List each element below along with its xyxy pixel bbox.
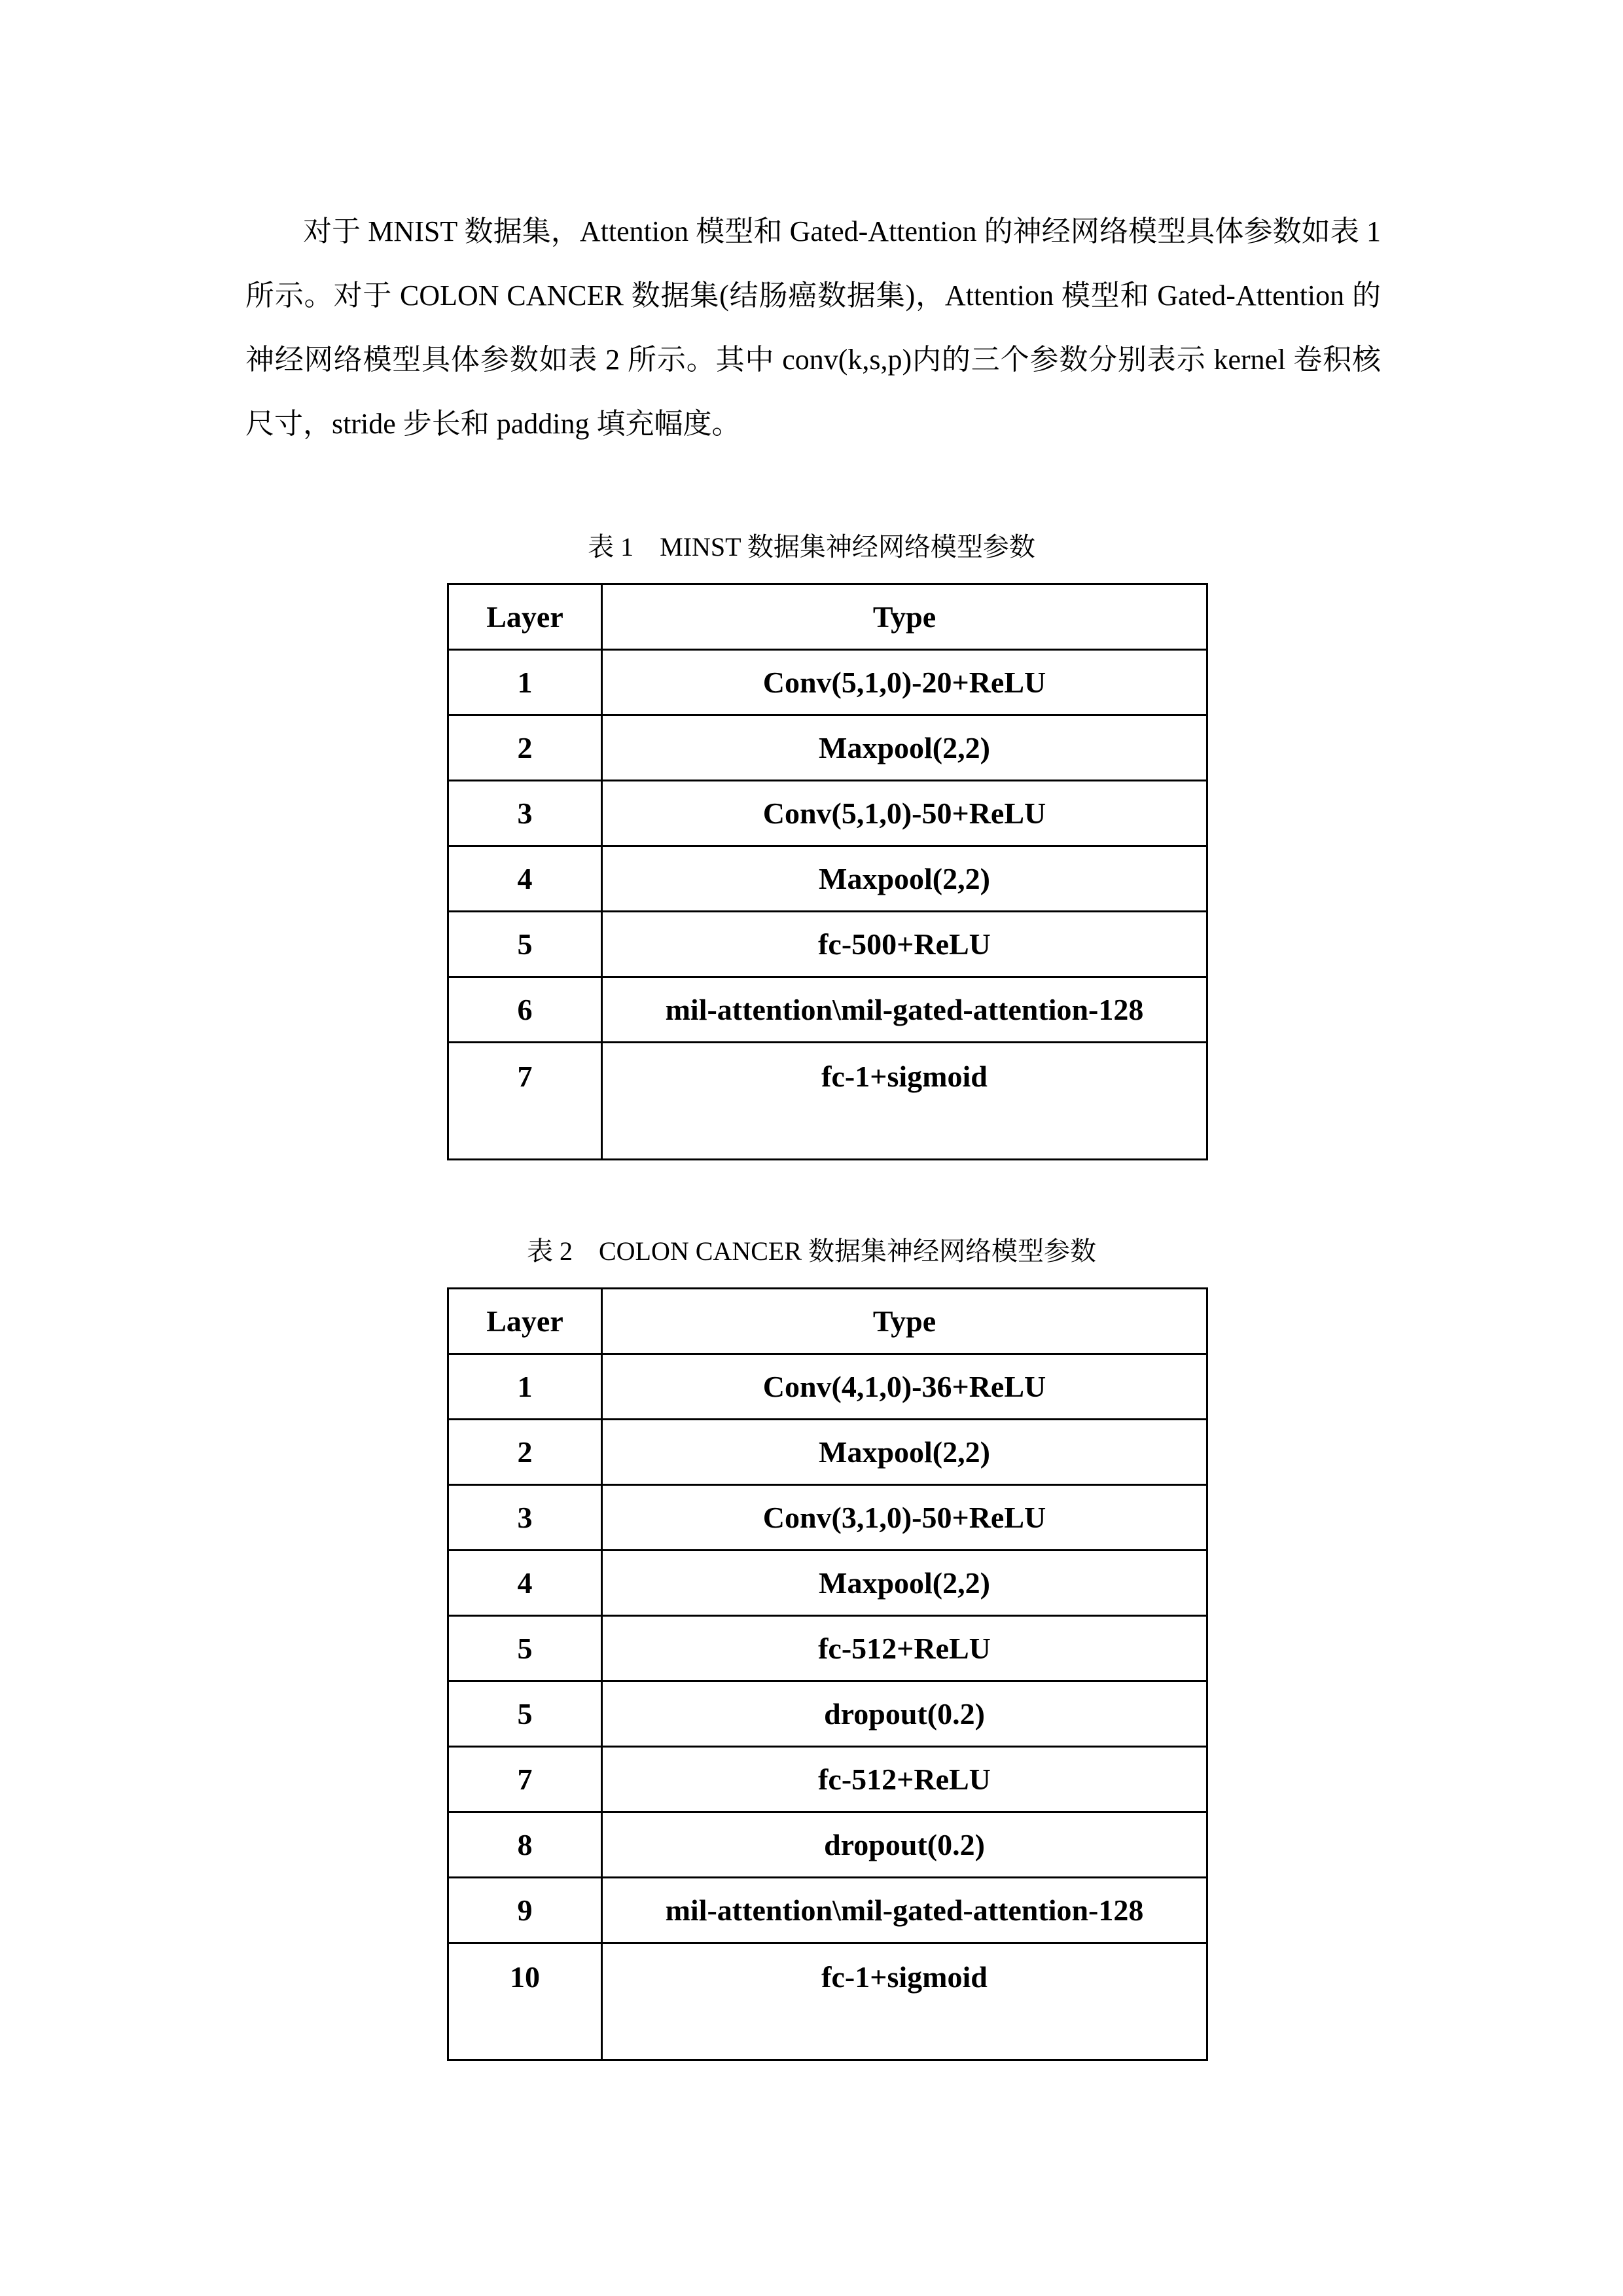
type-cell: fc-512+ReLU — [602, 1747, 1207, 1812]
table-row — [448, 1681, 1207, 1747]
table-header-row — [448, 1289, 1207, 1354]
layer-column-header: Layer — [448, 1289, 602, 1354]
table-row — [448, 1043, 1207, 1160]
type-cell: mil-attention\mil-gated-attention-128 — [602, 1878, 1207, 1943]
layer-cell: 2 — [448, 1420, 602, 1485]
layer-cell: 7 — [448, 1747, 602, 1812]
table2-caption: 表 2 COLON CANCER 数据集神经网络模型参数 — [526, 1236, 1097, 1266]
layer-cell: 7 — [448, 1043, 602, 1160]
type-cell: fc-1+sigmoid — [602, 1043, 1207, 1160]
table-row — [448, 650, 1207, 715]
table1-caption: 表 1 MINST 数据集神经网络模型参数 — [588, 532, 1035, 562]
type-cell: fc-1+sigmoid — [602, 1943, 1207, 2060]
type-cell: dropout(0.2) — [602, 1812, 1207, 1878]
table-row — [448, 1354, 1207, 1420]
intro-paragraph: 对于 MNIST 数据集，Attention 模型和 Gated-Attention 的神经网络模型具体参数如表 1 所示。对于 COLON CANCER 数据集(结肠癌数据集)，Attention 模型和 Gated-Attention 的神经网络模型具体参数如表 2 所示。其中 conv(k,s,p)内的三个参数分别表示 kernel 卷积核尺寸，stride 步长和 padding 填充幅度。 — [245, 215, 1381, 440]
table-row — [448, 977, 1207, 1043]
layer-cell: 2 — [448, 715, 602, 781]
layer-cell: 5 — [448, 912, 602, 977]
table-row — [448, 846, 1207, 912]
table1-model-params — [447, 583, 1208, 1160]
table-row — [448, 1878, 1207, 1943]
layer-cell: 10 — [448, 1943, 602, 2060]
type-cell: Conv(3,1,0)-50+ReLU — [602, 1485, 1207, 1551]
type-cell: mil-attention\mil-gated-attention-128 — [602, 977, 1207, 1043]
table-row — [448, 1420, 1207, 1485]
layer-cell: 3 — [448, 781, 602, 846]
type-cell: Maxpool(2,2) — [602, 1420, 1207, 1485]
table-row — [448, 1747, 1207, 1812]
table-row — [448, 781, 1207, 846]
type-cell: Maxpool(2,2) — [602, 846, 1207, 912]
layer-cell: 6 — [448, 977, 602, 1043]
table2-model-params — [447, 1287, 1208, 2061]
layer-cell: 9 — [448, 1878, 602, 1943]
layer-cell: 1 — [448, 1354, 602, 1420]
type-column-header: Type — [602, 584, 1207, 650]
type-cell: fc-512+ReLU — [602, 1616, 1207, 1681]
layer-cell: 1 — [448, 650, 602, 715]
type-cell: Conv(5,1,0)-20+ReLU — [602, 650, 1207, 715]
type-cell: Conv(4,1,0)-36+ReLU — [602, 1354, 1207, 1420]
table-row — [448, 715, 1207, 781]
table-row — [448, 1616, 1207, 1681]
table-row — [448, 1551, 1207, 1616]
layer-cell: 5 — [448, 1616, 602, 1681]
table-row — [448, 1485, 1207, 1551]
type-cell: Conv(5,1,0)-50+ReLU — [602, 781, 1207, 846]
type-cell: fc-500+ReLU — [602, 912, 1207, 977]
layer-cell: 5 — [448, 1681, 602, 1747]
table-row — [448, 1943, 1207, 2060]
layer-cell: 3 — [448, 1485, 602, 1551]
type-cell: Maxpool(2,2) — [602, 1551, 1207, 1616]
layer-cell: 4 — [448, 1551, 602, 1616]
type-column-header: Type — [602, 1289, 1207, 1354]
layer-cell: 4 — [448, 846, 602, 912]
table-row — [448, 1812, 1207, 1878]
type-cell: Maxpool(2,2) — [602, 715, 1207, 781]
layer-column-header: Layer — [448, 584, 602, 650]
type-cell: dropout(0.2) — [602, 1681, 1207, 1747]
table-row — [448, 912, 1207, 977]
layer-cell: 8 — [448, 1812, 602, 1878]
table-header-row — [448, 584, 1207, 650]
